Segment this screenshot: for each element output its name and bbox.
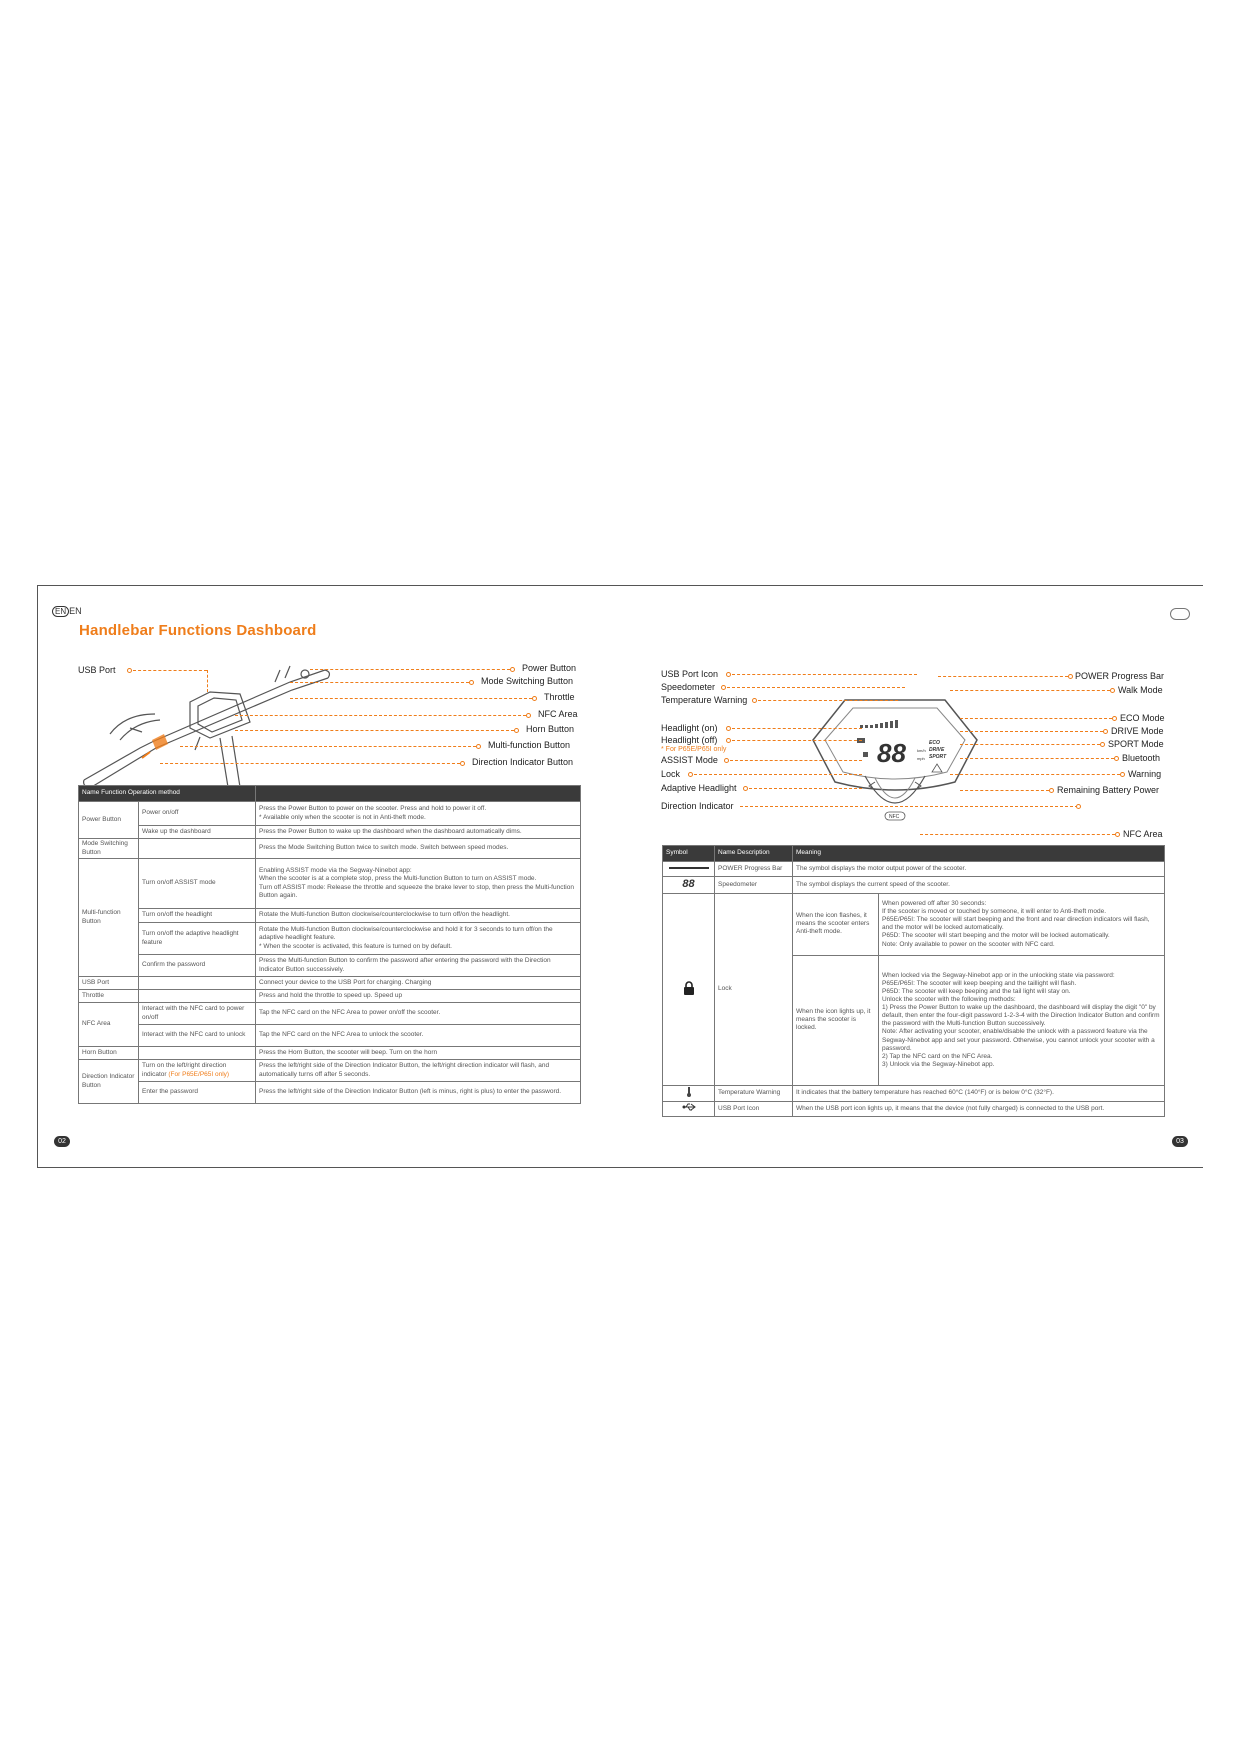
page-title: Handlebar Functions Dashboard	[79, 622, 317, 639]
callout-dot	[532, 696, 537, 701]
leader-line	[235, 730, 514, 731]
leader-line	[740, 806, 1078, 807]
leader-line	[960, 718, 1112, 719]
usb-icon	[682, 1103, 696, 1111]
leader-line	[732, 728, 862, 729]
callout-dot	[526, 713, 531, 718]
speedometer-icon: 88	[682, 878, 695, 890]
table-row: Confirm the password Press the Multi-function Button to confirm the password after entering the password with the Direction Indicator Button successively.	[79, 955, 581, 977]
callout-dot	[726, 738, 731, 743]
leader-line	[207, 670, 208, 692]
table-row: NFC Area Interact with the NFC card to power on/off Tap the NFC card on the NFC Area to power on/off the scooter.	[79, 1003, 581, 1025]
leader-line	[133, 670, 207, 671]
leader-line	[960, 731, 1103, 732]
language-icon: EN	[52, 606, 69, 617]
callout-dot	[1115, 832, 1120, 837]
callout-dot	[1120, 772, 1125, 777]
label-nfc-area: NFC Area	[538, 709, 578, 719]
callout-dot	[1100, 742, 1105, 747]
symbol-table	[662, 845, 1165, 1117]
table-row: Horn Button Press the Horn Button, the scooter will beep. Turn on the horn	[79, 1047, 581, 1060]
table-row: Multi-function Button Turn on/off ASSIST mode Enabling ASSIST mode via the Segway-Ninebot app: When the scooter is at a complete stop, press the Multi-function Button to turn on ASSIST mode. Turn off ASSIST mode: Release the throttle and squeeze the brake lever to stop, then press the Multi-function Button again.	[79, 859, 581, 909]
page-number-left: 02	[54, 1136, 70, 1147]
label-power-progress-bar: POWER Progress Bar	[1075, 671, 1165, 681]
table-row: When the icon lights up, it means the scooter is locked. When locked via the Segway-Ninebot app or in the unlocking state via password: P65E/P65I: The scooter will keep beeping and the taillight will flash. P65D: The scooter will keep beeping and the tail light will stay on. Unlock the scooter with the following methods: 1) Press the Power Button to wake up the dashboard, the dashboard will display the digit "0" by default, then enter the four-digit password 1-2-3-4 with the Direction Indicator Button and confirm the password with the Multi-function Button successively. Note: After activating your scooter, enable/disable the unlock with a password feature via the Segway-Ninebot app and set your password. Otherwise, you cannot unlock your scooter with a password. 2) Tap the NFC card on the NFC Area. 3) Unlock via the Segway-Ninebot app.	[663, 955, 1165, 1085]
leader-line	[727, 687, 905, 688]
table-header: Meaning	[793, 846, 1165, 862]
table-row: Interact with the NFC card to unlock Tap the NFC card on the NFC Area to unlock the scooter.	[79, 1025, 581, 1047]
leader-line	[960, 758, 1114, 759]
label-usb-port: USB Port	[78, 665, 116, 675]
leader-line	[950, 774, 1120, 775]
table-row: USB Port Connect your device to the USB Port for charging. Charging	[79, 977, 581, 990]
leader-line	[160, 763, 460, 764]
callout-dot	[688, 772, 693, 777]
callout-dot	[752, 698, 757, 703]
label-remaining-battery: Remaining Battery Power	[1057, 785, 1160, 795]
table-header: Name Description	[715, 846, 793, 862]
table-row: 88 Speedometer The symbol displays the current speed of the scooter.	[663, 877, 1165, 894]
label-eco-mode: ECO Mode	[1120, 713, 1165, 723]
callout-dot	[1112, 716, 1117, 721]
leader-line	[290, 698, 532, 699]
leader-line	[290, 682, 469, 683]
leader-line	[730, 760, 862, 761]
note-for-p65: * For P65E/P65I only	[661, 746, 727, 753]
leader-line	[960, 790, 1049, 791]
lock-lit-detail: When locked via the Segway-Ninebot app or in the unlocking state via password: P65E/P65I: The scooter will keep beeping and the taillight will flash. P65D: The scooter will keep beeping and the tail light will stay on. Unlock the scooter with the following methods: 1) Press the Power Button to wake up the dashboard, the dashboard will display the digit "0" by default, then enter the four-digit password 1-2-3-4 with the Direction Indicator Button and confirm the password with the Multi-function Button successively. Note: After activating your scooter, enable/disable the unlock with a password feature via the Segway-Ninebot app and set your password. Otherwise, you cannot unlock your scooter with a password. 2) Tap the NFC card on the NFC Area. 3) Unlock via the Segway-Ninebot app.	[879, 955, 1165, 1085]
label-headlight-on: Headlight (on)	[661, 723, 718, 733]
function-table	[78, 785, 581, 1104]
label-multi-function: Multi-function Button	[488, 740, 571, 750]
leader-line	[950, 690, 1110, 691]
leader-line	[920, 834, 1115, 835]
table-row: Throttle Press and hold the throttle to speed up. Speed up	[79, 990, 581, 1003]
language-indicator	[52, 606, 82, 617]
callout-dot	[1114, 756, 1119, 761]
table-row: Wake up the dashboard Press the Power Button to wake up the dashboard when the dashboard automatically dims.	[79, 826, 581, 839]
label-bluetooth: Bluetooth	[1122, 753, 1161, 763]
callout-dot	[726, 726, 731, 731]
display-speed-digits: 88	[877, 738, 906, 768]
label-speedometer: Speedometer	[661, 682, 716, 692]
label-lock: Lock	[661, 769, 681, 779]
leader-line	[694, 774, 862, 775]
table-header: Symbol	[663, 846, 715, 862]
label-horn-button: Horn Button	[526, 724, 575, 734]
display-nfc: NFC	[889, 814, 900, 820]
table-row: Power Button Power on/off Press the Power Button to power on the scooter. Press and hold to power it off. * Available only when the scooter is not in Anti-theft mode.	[79, 802, 581, 826]
callout-dot	[476, 744, 481, 749]
callout-dot	[721, 685, 726, 690]
page-number-right: 03	[1172, 1136, 1188, 1147]
lock-icon	[683, 981, 695, 995]
lock-flash-detail: When powered off after 30 seconds: If the scooter is moved or touched by someone, it will enter to Anti-theft mode. P65E/P65I: The scooter will start beeping and the front and rear direction indicators will flash, and the motor will be locked automatically. P65D: The scooter will start beeping and the motor will be locked automatically. Note: Only available to power on the scooter with NFC card.	[879, 893, 1165, 955]
table-header: Name Function Operation method	[79, 786, 256, 802]
page-corner-pill-icon	[1170, 608, 1190, 620]
leader-line	[310, 669, 510, 670]
label-walk-mode: Walk Mode	[1118, 685, 1163, 695]
callout-dot	[1076, 804, 1081, 809]
display-mph: mph	[917, 756, 925, 761]
leader-line	[960, 744, 1100, 745]
leader-line	[235, 715, 526, 716]
power-bar-icon	[669, 867, 709, 869]
callout-dot	[724, 758, 729, 763]
table-header	[256, 786, 581, 802]
callout-dot	[510, 667, 515, 672]
table-row: Mode Switching Button Press the Mode Switching Button twice to switch mode. Switch between speed modes.	[79, 839, 581, 859]
label-drive-mode: DRIVE Mode	[1111, 726, 1164, 736]
label-temperature-warning: Temperature Warning	[661, 695, 748, 705]
label-headlight-off: Headlight (off)	[661, 735, 718, 745]
leader-line	[732, 674, 917, 675]
language-label: EN	[69, 606, 82, 616]
label-throttle: Throttle	[544, 692, 575, 702]
display-eco: ECO	[929, 740, 940, 746]
leader-line	[938, 676, 1068, 677]
thermometer-icon	[686, 1087, 692, 1097]
leader-line	[732, 740, 862, 741]
display-drive: DRIVE	[929, 747, 945, 753]
table-row: Direction Indicator Button Turn on the left/right direction indicator (For P65E/P65I only) Press the left/right side of the Direction Indicator Button, the left/right direction indicator will flash, and automatically turns off after 5 seconds.	[79, 1060, 581, 1082]
label-mode-switching: Mode Switching Button	[481, 676, 574, 686]
callout-dot	[460, 761, 465, 766]
leader-line	[749, 788, 862, 789]
callout-dot	[127, 668, 132, 673]
label-power-button: Power Button	[522, 663, 577, 673]
callout-dot	[743, 786, 748, 791]
label-direction-indicator: Direction Indicator Button	[472, 757, 574, 767]
callout-dot	[1103, 729, 1108, 734]
callout-dot	[726, 672, 731, 677]
label-adaptive-headlight: Adaptive Headlight	[661, 783, 737, 793]
display-sport: SPORT	[929, 754, 947, 760]
leader-line	[180, 746, 476, 747]
callout-dot	[1110, 688, 1115, 693]
callout-dot	[469, 680, 474, 685]
table-row: USB Port Icon When the USB port icon lights up, it means that the device (not fully charged) is connected to the USB port.	[663, 1101, 1165, 1116]
callout-dot	[514, 728, 519, 733]
table-row: Lock When the icon flashes, it means the scooter enters Anti-theft mode. When powered off after 30 seconds: If the scooter is moved or touched by someone, it will enter to Anti-theft mode. P65E/P65I: The scooter will start beeping and the front and rear direction indicators will flash, and the motor will be locked automatically. P65D: The scooter will start beeping and the motor will be locked automatically. Note: Only available to power on the scooter with NFC card.	[663, 893, 1165, 955]
table-row: Turn on/off the headlight Rotate the Multi-function Button clockwise/counterclockwise to turn off/on the headlight.	[79, 909, 581, 923]
table-row: Temperature Warning It indicates that the battery temperature has reached 60°C (140°F) or is below 0°C (32°F).	[663, 1085, 1165, 1101]
callout-dot	[1068, 674, 1073, 679]
table-row: Enter the password Press the left/right side of the Direction Indicator Button (left is minus, right is plus) to enter the password.	[79, 1082, 581, 1104]
table-row: Turn on/off the adaptive headlight feature Rotate the Multi-function Button clockwise/counterclockwise and hold it for 3 seconds to turn off/on the adaptive headlight feature. * When the scooter is activated, this feature is turned on by default.	[79, 923, 581, 955]
label-usb-port-icon: USB Port Icon	[661, 669, 719, 679]
label-warning: Warning	[1128, 769, 1162, 779]
label-assist-mode: ASSIST Mode	[661, 755, 718, 765]
callout-dot	[1049, 788, 1054, 793]
display-kmh: km/h	[917, 748, 926, 753]
leader-line	[758, 700, 898, 701]
table-row: POWER Progress Bar The symbol displays the motor output power of the scooter.	[663, 862, 1165, 877]
label-nfc-area-dash: NFC Area	[1123, 829, 1163, 839]
label-sport-mode: SPORT Mode	[1108, 739, 1164, 749]
label-direction-indicator-dash: Direction Indicator	[661, 801, 734, 811]
